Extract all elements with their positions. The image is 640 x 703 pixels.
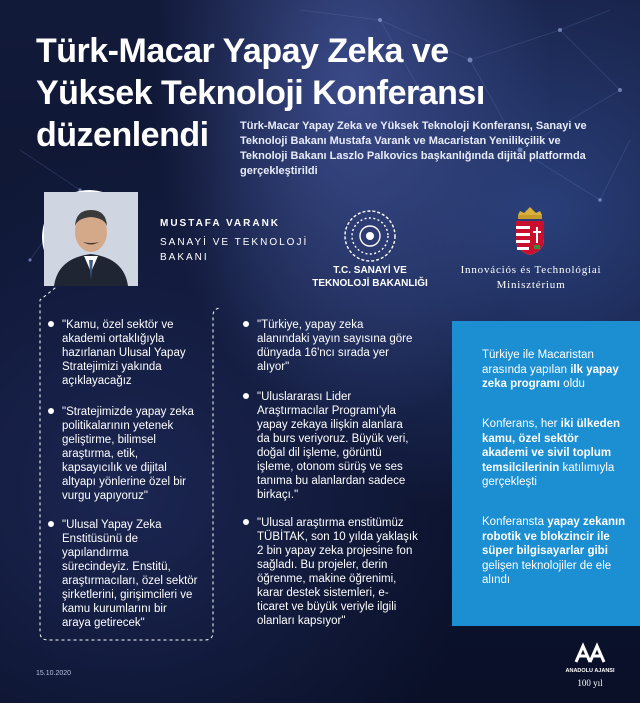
portrait-illustration [44,192,138,286]
agency-name: ANADOLU AJANSI [565,668,615,674]
person-name: MUSTAFA VARANK [160,218,281,229]
bullet-icon [48,408,54,414]
hungary-coat-of-arms-icon [512,205,548,257]
title-line-1: Türk-Macar Yapay Zeka ve [36,32,449,70]
fact-highlight: ilk yapay zeka programı [482,363,619,390]
fact-text: gelişen teknolojiler de ele alındı [482,559,612,586]
hu-ministry-line-1: Innovációs és Technológiai [460,264,602,276]
fact-text: oldu [559,378,585,390]
quote-text: "Stratejimizde yapay zeka politikalarının yetenek geliştirme, bilimsel araştırma, etik, kapsayıcılık ve dijital altyapı yönlerine özel bir vurgu yapıyoruz" [62,406,194,502]
facts-panel [452,321,640,626]
fact-highlight: yapay zekanın robotik ve blokzincir ile süper bilgisayarlar gibi [482,516,626,557]
quote-text: "Ulusal Yapay Zeka Enstitüsünü de yapılandırma sürecindeyiz. Enstitü, araştırmacıları, özel sektör şirketlerini, girişimcileri ve kamu kurumlarını bir araya getirecek" [62,519,198,629]
tr-ministry-emblem-icon [340,206,400,266]
quote-item [243,516,418,628]
anadolu-agency-logo [565,642,615,694]
hu-ministry-line-2: Minisztérium [496,279,566,291]
fact-item [482,417,627,490]
title-line-2: Yüksek Teknoloji Konferansı [36,74,485,112]
page-subtitle: Türk-Macar Yapay Zeka ve Yüksek Teknoloji Konferansı, Sanayi ve Teknoloji Bakanı Mustafa Varank ve Macaristan Yenilikçilik ve Teknoloji Bakanı Laszlo Palkovics başkanlığında dijital platformda gerçekleştirildi [240,120,587,177]
publish-date: 15.10.2020 [36,670,72,677]
title-line-3: düzenlendi [36,116,209,154]
quote-text: "Ulusal araştırma enstitümüz TÜBİTAK, son 10 yılda yaklaşık 2 bin yapay zeka projesine fon sağladı. Bu projeler, derin öğrenme, makine öğrenimi, karar destek sistemleri, e-ticaret ve büyük veriyle ilgili olanları kapsıyor" [257,517,418,627]
quote-text: "Kamu, özel sektör ve akademi ortaklığıyla hazırlanan Ulusal Yapay Stratejimizi yakında açıklayacağız [62,319,186,387]
bullet-icon [48,521,54,527]
person-role: SANAYİ VE TEKNOLOJİ BAKANI [160,237,309,263]
quote-item [48,405,198,503]
quote-item [48,518,198,630]
quote-text: "Uluslararası Lider Araştırmacılar Programı'yla yapay zekaya ilişkin alanlara da burs veriyoruz. Büyük veri, doğal dil işleme, görüntü işleme, otonom sürüş ve ses tanıma bu alanlardan sadece birkaçı." [257,391,409,501]
fact-item [482,515,627,588]
fact-text: Türkiye ile Macaristan arasında yapılan [482,349,594,376]
bullet-icon [243,519,249,525]
fact-text: Konferans, her [482,418,561,430]
tr-ministry-line-2: TEKNOLOJİ BAKANLIĞI [312,278,428,289]
tr-ministry-name [300,264,440,290]
bullet-icon [243,321,249,327]
fact-text: katılımıyla gerçekleşti [482,461,615,488]
tr-ministry-line-1: T.C. SANAYİ VE [333,265,407,276]
agency-anniversary-mark: 100 yıl [577,678,603,688]
hu-ministry-name [440,263,622,293]
quote-item [48,318,198,388]
fact-text: Konferansta [482,516,548,528]
bullet-icon [48,321,54,327]
fact-item [482,348,627,392]
avatar [42,190,136,284]
bullet-icon [243,393,249,399]
fact-highlight: iki ülkeden kamu, özel sektör akademi ve sivil toplum temsilcilerinin [482,418,621,474]
quote-item [243,318,418,374]
quote-text: "Türkiye, yapay zeka alanındaki yayın sayısına göre dünyada 16'ncı sırada yer alıyor" [257,319,413,373]
quote-item [243,390,418,502]
